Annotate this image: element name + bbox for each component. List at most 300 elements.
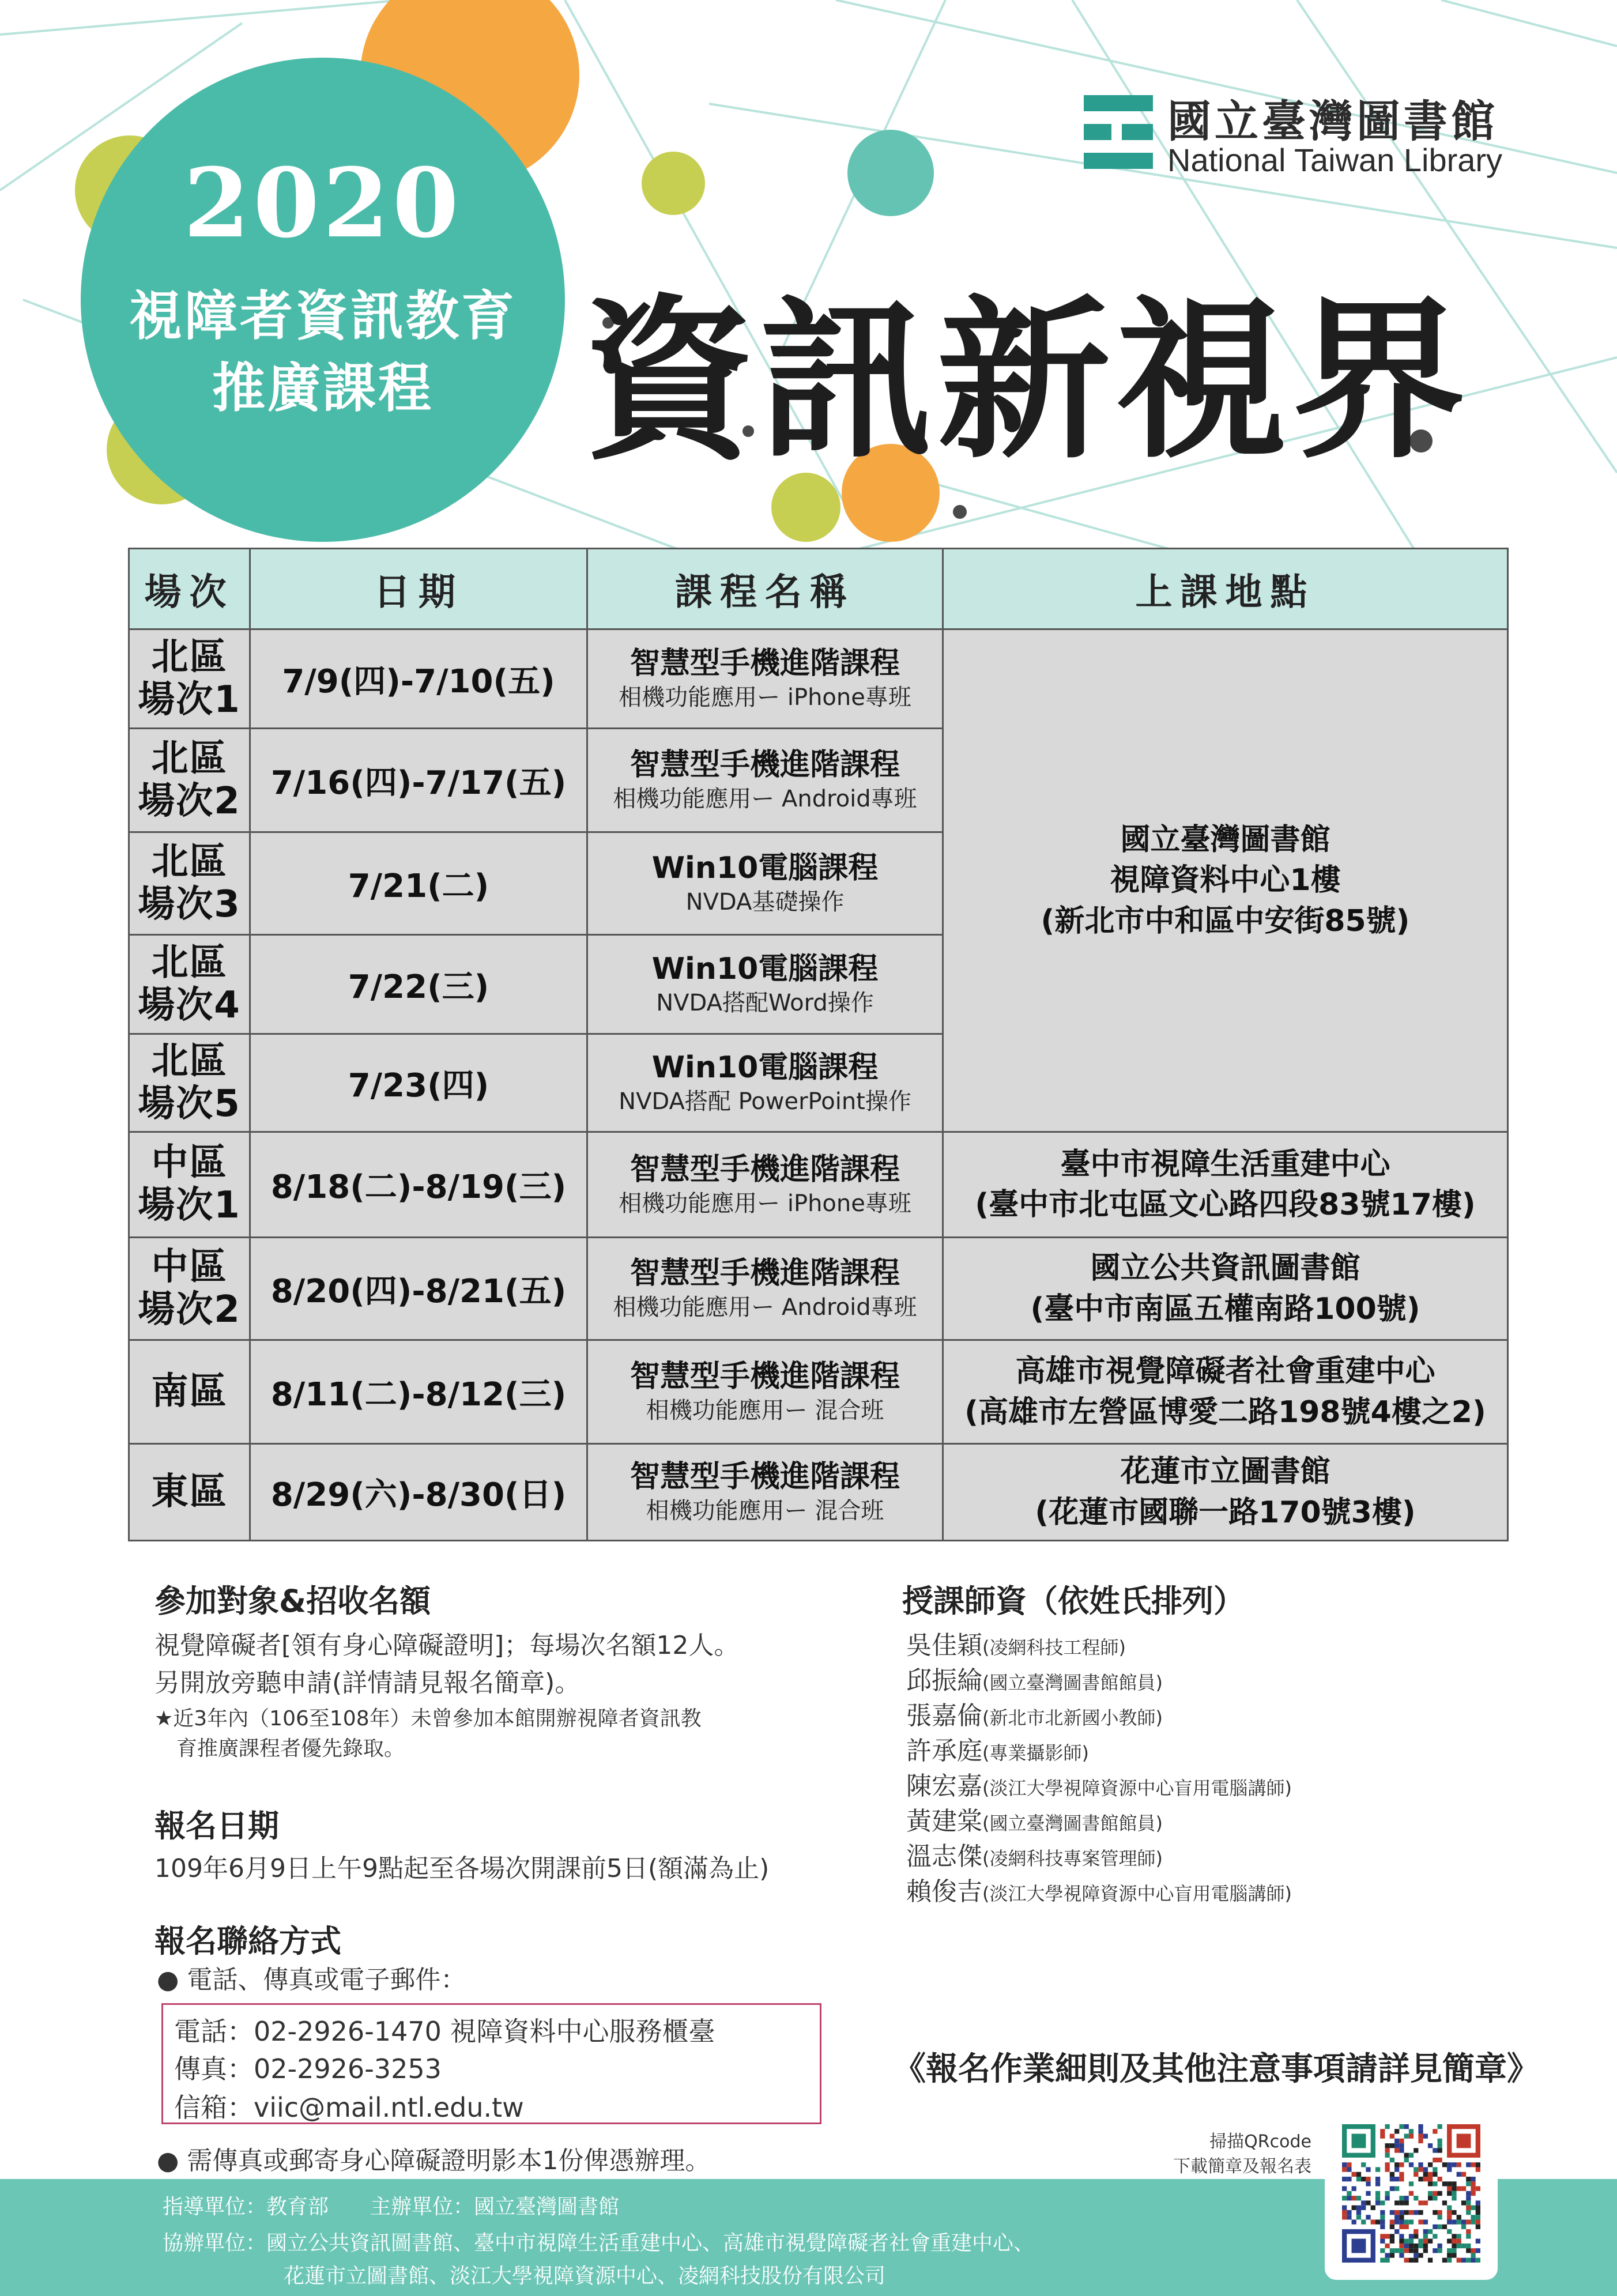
qr-module	[1476, 2205, 1480, 2210]
qr-module	[1466, 2248, 1471, 2253]
qr-module	[1409, 2220, 1414, 2225]
qr-module	[1394, 2129, 1399, 2133]
hero-year: 2020	[183, 147, 462, 259]
qr-module	[1404, 2153, 1409, 2158]
qr-module	[1347, 2210, 1351, 2215]
qr-module	[1433, 2148, 1437, 2152]
qr-module	[1404, 2258, 1409, 2263]
qr-module	[1433, 2158, 1437, 2162]
qr-module	[1418, 2139, 1423, 2143]
brochure-notice: 《報名作業細則及其他注意事項請詳見簡章》	[894, 2050, 1539, 2088]
qr-module	[1466, 2196, 1471, 2200]
course-cell: Win10電腦課程 NVDA基礎操作	[587, 832, 943, 935]
contact-title: 報名聯絡方式	[154, 1923, 341, 1959]
header-session: 場次	[129, 549, 250, 629]
qr-module	[1442, 2225, 1447, 2229]
qr-module	[1380, 2134, 1385, 2139]
qr-module	[1438, 2143, 1442, 2148]
qr-module	[1409, 2181, 1414, 2186]
eligibility-title: 參加對象&招收名額	[154, 1583, 431, 1619]
qr-module	[1447, 2253, 1452, 2257]
qr-module	[1471, 2162, 1475, 2167]
qr-module	[1418, 2239, 1423, 2244]
qr-module	[1347, 2167, 1351, 2171]
course-cell: 智慧型手機進階課程 相機功能應用ー 混合班	[587, 1340, 943, 1444]
teacher-item: 張嘉倫(新北市北新國小教師)	[906, 1701, 1163, 1731]
qr-module	[1409, 2129, 1414, 2133]
qr-module	[1366, 2181, 1370, 2186]
qr-module	[1380, 2200, 1385, 2205]
date-cell: 7/16(四)-7/17(五)	[250, 729, 587, 832]
qr-module	[1414, 2172, 1418, 2177]
qr-module	[1352, 2205, 1356, 2210]
qr-module	[1471, 2253, 1475, 2257]
eligibility-note2: 育推廣課程者優先錄取。	[176, 1737, 405, 1760]
eligibility-line2: 另開放旁聽申請(詳情請見報名簡章)。	[154, 1668, 581, 1698]
qr-card	[1325, 2107, 1498, 2280]
qr-module	[1418, 2134, 1423, 2139]
qr-module	[1476, 2167, 1480, 2171]
course-cell: 智慧型手機進階課程 相機功能應用ー Android專班	[587, 729, 943, 832]
qr-module	[1390, 2172, 1394, 2177]
qr-module	[1414, 2253, 1418, 2257]
eligibility-line1: 視覺障礙者[領有身心障礙證明]；每場次名額12人。	[154, 1631, 740, 1660]
qr-module	[1399, 2143, 1404, 2148]
qr-module	[1471, 2177, 1475, 2181]
qr-module	[1414, 2258, 1418, 2263]
qr-module	[1371, 2220, 1375, 2225]
qr-module	[1404, 2124, 1409, 2129]
header-venue: 上課地點	[943, 549, 1508, 629]
session-cell: 南區	[129, 1340, 250, 1444]
qr-module	[1361, 2220, 1366, 2225]
session-cell: 東區	[129, 1444, 250, 1541]
qr-module	[1342, 2177, 1347, 2181]
qr-module	[1409, 2239, 1414, 2244]
qr-module	[1347, 2177, 1351, 2181]
qr-module	[1394, 2162, 1399, 2167]
qr-module	[1404, 2200, 1409, 2205]
qr-module	[1438, 2248, 1442, 2253]
qr-module	[1447, 2186, 1452, 2191]
qr-module	[1380, 2215, 1385, 2219]
qr-module	[1385, 2191, 1389, 2196]
qr-module	[1452, 2234, 1456, 2238]
qr-module	[1352, 2186, 1356, 2191]
qr-module	[1447, 2162, 1452, 2167]
qr-module	[1466, 2258, 1471, 2263]
qr-module	[1452, 2248, 1456, 2253]
qr-module	[1356, 2172, 1361, 2177]
course-cell: Win10電腦課程 NVDA搭配Word操作	[587, 935, 943, 1034]
qr-module	[1371, 2205, 1375, 2210]
qr-module	[1390, 2177, 1394, 2181]
qr-module	[1438, 2215, 1442, 2219]
table-row	[129, 1238, 1508, 1340]
qr-module	[1466, 2181, 1471, 2186]
qr-module	[1361, 2177, 1366, 2181]
qr-module	[1399, 2253, 1404, 2257]
qr-module	[1423, 2177, 1428, 2181]
qr-module	[1471, 2258, 1475, 2263]
qr-module	[1428, 2196, 1433, 2200]
qr-module	[1428, 2258, 1433, 2263]
venue-cell-east: 花蓮市立圖書館 (花蓮市國聯一路170號3樓)	[943, 1444, 1508, 1541]
eligibility-note1: ★近3年內（106至108年）未曾參加本館開辦視障者資訊教	[154, 1707, 702, 1731]
qr-module	[1399, 2177, 1404, 2181]
qr-module	[1428, 2191, 1433, 2196]
qr-module	[1414, 2229, 1418, 2234]
qr-module	[1399, 2225, 1404, 2229]
course-cell: Win10電腦課程 NVDA搭配 PowerPoint操作	[587, 1034, 943, 1132]
qr-module	[1342, 2205, 1347, 2210]
qr-module	[1366, 2191, 1370, 2196]
qr-module	[1380, 2248, 1385, 2253]
qr-module	[1390, 2239, 1394, 2244]
hero-subtitle-line2: 推廣課程	[212, 357, 434, 419]
teacher-item: 賴俊吉(淡江大學視障資源中心盲用電腦講師)	[906, 1877, 1292, 1906]
qr-module	[1452, 2181, 1456, 2186]
date-cell: 8/11(二)-8/12(三)	[250, 1340, 587, 1444]
qr-module	[1418, 2253, 1423, 2257]
qr-module	[1476, 2248, 1480, 2253]
qr-module	[1452, 2191, 1456, 2196]
qr-module	[1476, 2239, 1480, 2244]
qr-module	[1418, 2129, 1423, 2133]
qr-module	[1394, 2210, 1399, 2215]
qr-module	[1361, 2162, 1366, 2167]
teachers-title: 授課師資（依姓氏排列）	[902, 1583, 1245, 1619]
qr-module	[1375, 2167, 1380, 2171]
qr-module	[1418, 2220, 1423, 2225]
date-cell: 8/29(六)-8/30(日)	[250, 1444, 587, 1541]
qr-module	[1471, 2191, 1475, 2196]
table-row	[129, 1444, 1508, 1541]
qr-module	[1390, 2134, 1394, 2139]
qr-module	[1476, 2225, 1480, 2229]
course-cell: 智慧型手機進階課程 相機功能應用ー iPhone專班	[587, 629, 943, 729]
footer-line2: 協辦單位：國立公共資訊圖書館、臺中市視障生活重建中心、高雄市視覺障礙者社會重建中心、	[163, 2231, 1035, 2255]
qr-module	[1394, 2143, 1399, 2148]
qr-module	[1385, 2153, 1389, 2158]
qr-module	[1418, 2124, 1423, 2129]
qr-module	[1447, 2181, 1452, 2186]
qr-module	[1385, 2253, 1389, 2257]
qr-module	[1476, 2258, 1480, 2263]
library-name-en: National Taiwan Library	[1167, 142, 1503, 178]
teacher-item: 溫志傑(凌網科技專案管理師)	[906, 1842, 1163, 1871]
qr-module	[1399, 2210, 1404, 2215]
qr-module	[1352, 2172, 1356, 2177]
qr-module	[1442, 2162, 1447, 2167]
qr-module	[1438, 2148, 1442, 2152]
qr-module	[1418, 2167, 1423, 2171]
contact-email: 信箱：viic@mail.ntl.edu.tw	[174, 2092, 524, 2123]
qr-module	[1447, 2229, 1452, 2234]
qr-module	[1438, 2158, 1442, 2162]
qr-module	[1390, 2253, 1394, 2257]
qr-module	[1399, 2215, 1404, 2219]
date-cell: 7/22(三)	[250, 935, 587, 1034]
qr-module	[1452, 2244, 1456, 2248]
qr-module	[1471, 2181, 1475, 2186]
qr-module	[1423, 2234, 1428, 2238]
table-row	[129, 1132, 1508, 1238]
qr-module	[1466, 2220, 1471, 2225]
qr-module	[1447, 2239, 1452, 2244]
main-title: 資訊新視界	[582, 278, 1470, 482]
qr-module	[1433, 2225, 1437, 2229]
session-cell: 北區 場次5	[129, 1034, 250, 1132]
qr-module	[1471, 2205, 1475, 2210]
qr-module	[1438, 2139, 1442, 2143]
qr-finder	[1352, 2239, 1366, 2253]
library-logo-icon	[1084, 95, 1153, 170]
qr-module	[1433, 2129, 1437, 2133]
qr-module	[1375, 2220, 1380, 2225]
qr-module	[1457, 2162, 1461, 2167]
qr-module	[1390, 2186, 1394, 2191]
qr-module	[1461, 2220, 1466, 2225]
table-row	[129, 629, 1508, 729]
qr-module	[1428, 2143, 1433, 2148]
qr-module	[1399, 2196, 1404, 2200]
qr-module	[1385, 2167, 1389, 2171]
qr-module	[1452, 2162, 1456, 2167]
qr-module	[1461, 2172, 1466, 2177]
session-cell: 北區 場次2	[129, 729, 250, 832]
qr-module	[1361, 2205, 1366, 2210]
qr-module	[1438, 2191, 1442, 2196]
qr-module	[1423, 2244, 1428, 2248]
qr-module	[1466, 2244, 1471, 2248]
registration-title: 報名日期	[154, 1808, 279, 1844]
date-cell: 7/23(四)	[250, 1034, 587, 1132]
qr-module	[1433, 2191, 1437, 2196]
qr-module	[1457, 2186, 1461, 2191]
qr-module	[1404, 2244, 1409, 2248]
qr-module	[1375, 2191, 1380, 2196]
footer-line3: 花蓮市立圖書館、淡江大學視障資源中心、凌網科技股份有限公司	[284, 2264, 886, 2288]
qr-module	[1404, 2210, 1409, 2215]
qr-module	[1399, 2248, 1404, 2253]
qr-module	[1409, 2153, 1414, 2158]
session-cell: 北區 場次4	[129, 935, 250, 1034]
qr-label-2: 下載簡章及報名表	[1173, 2156, 1311, 2177]
qr-module	[1356, 2196, 1361, 2200]
session-cell: 北區 場次3	[129, 832, 250, 935]
qr-module	[1366, 2177, 1370, 2181]
qr-module	[1471, 2248, 1475, 2253]
qr-module	[1347, 2215, 1351, 2219]
qr-module	[1466, 2200, 1471, 2205]
qr-module	[1356, 2215, 1361, 2219]
qr-module	[1433, 2234, 1437, 2238]
session-cell: 北區 場次1	[129, 629, 250, 729]
qr-module	[1380, 2234, 1385, 2238]
qr-module	[1404, 2220, 1409, 2225]
qr-module	[1447, 2220, 1452, 2225]
qr-module	[1394, 2186, 1399, 2191]
qr-module	[1438, 2210, 1442, 2215]
qr-module	[1390, 2234, 1394, 2238]
contact-bullet1: ● 電話、傳真或電子郵件：	[157, 1959, 466, 1996]
qr-module	[1342, 2196, 1347, 2200]
course-cell: 智慧型手機進階課程 相機功能應用ー Android專班	[587, 1238, 943, 1340]
qr-module	[1399, 2139, 1404, 2143]
qr-module	[1342, 2167, 1347, 2171]
table-row	[129, 1340, 1508, 1444]
qr-module	[1394, 2215, 1399, 2219]
qr-module	[1409, 2210, 1414, 2215]
qr-module	[1390, 2220, 1394, 2225]
qr-module	[1442, 2200, 1447, 2205]
qr-module	[1347, 2162, 1351, 2167]
qr-module	[1466, 2162, 1471, 2167]
header-course: 課程名稱	[587, 549, 943, 629]
qr-module	[1457, 2234, 1461, 2238]
qr-module	[1385, 2143, 1389, 2148]
qr-module	[1385, 2196, 1389, 2200]
qr-module	[1380, 2210, 1385, 2215]
qr-module	[1447, 2191, 1452, 2196]
qr-module	[1385, 2148, 1389, 2152]
qr-module	[1457, 2244, 1461, 2248]
qr-module	[1433, 2248, 1437, 2253]
qr-module	[1399, 2172, 1404, 2177]
schedule-table	[128, 548, 1509, 1541]
qr-module	[1409, 2244, 1414, 2248]
qr-module	[1399, 2239, 1404, 2244]
qr-module	[1457, 2215, 1461, 2219]
qr-module	[1418, 2177, 1423, 2181]
qr-module	[1352, 2196, 1356, 2200]
course-cell: 智慧型手機進階課程 相機功能應用ー 混合班	[587, 1444, 943, 1541]
qr-module	[1394, 2177, 1399, 2181]
qr-module	[1447, 2248, 1452, 2253]
contact-fax: 傳真：02-2926-3253	[174, 2053, 442, 2084]
qr-module	[1423, 2200, 1428, 2205]
qr-module	[1390, 2158, 1394, 2162]
qr-module	[1428, 2162, 1433, 2167]
library-name-zh: 國立臺灣圖書館	[1167, 96, 1498, 147]
qr-module	[1438, 2225, 1442, 2229]
qr-module	[1409, 2162, 1414, 2167]
qr-module	[1394, 2167, 1399, 2171]
qr-module	[1385, 2124, 1389, 2129]
qr-module	[1466, 2229, 1471, 2234]
qr-module	[1375, 2200, 1380, 2205]
qr-module	[1409, 2234, 1414, 2238]
qr-module	[1428, 2239, 1433, 2244]
qr-module	[1466, 2177, 1471, 2181]
table-header-row	[129, 549, 1508, 629]
qr-module	[1423, 2134, 1428, 2139]
qr-module	[1414, 2210, 1418, 2215]
date-cell: 7/9(四)-7/10(五)	[250, 629, 587, 729]
qr-module	[1409, 2134, 1414, 2139]
venue-cell-south: 高雄市視覺障礙者社會重建中心 (高雄市左營區博愛二路198號4樓之2)	[943, 1340, 1508, 1444]
qr-module	[1466, 2234, 1471, 2238]
qr-module	[1366, 2200, 1370, 2205]
qr-module	[1399, 2244, 1404, 2248]
qr-module	[1461, 2200, 1466, 2205]
qr-module	[1342, 2210, 1347, 2215]
qr-module	[1414, 2248, 1418, 2253]
qr-module	[1433, 2210, 1437, 2215]
qr-module	[1452, 2186, 1456, 2191]
qr-module	[1438, 2124, 1442, 2129]
date-cell: 8/20(四)-8/21(五)	[250, 1238, 587, 1340]
teacher-item: 吳佳穎(凌網科技工程師)	[906, 1631, 1126, 1660]
qr-module	[1423, 2167, 1428, 2171]
qr-module	[1423, 2239, 1428, 2244]
session-cell: 中區 場次1	[129, 1132, 250, 1238]
qr-module	[1418, 2162, 1423, 2167]
qr-module	[1385, 2258, 1389, 2263]
qr-module	[1394, 2139, 1399, 2143]
teacher-item: 邱振綸(國立臺灣圖書館館員)	[906, 1666, 1163, 1695]
qr-module	[1352, 2220, 1356, 2225]
qr-module	[1452, 2239, 1456, 2244]
qr-module	[1423, 2220, 1428, 2225]
qr-module	[1433, 2167, 1437, 2171]
qr-module	[1394, 2229, 1399, 2234]
qr-module	[1404, 2239, 1409, 2244]
qr-module	[1433, 2181, 1437, 2186]
qr-module	[1356, 2210, 1361, 2215]
qr-module	[1476, 2186, 1480, 2191]
qr-module	[1447, 2167, 1452, 2171]
teacher-item: 許承庭(專業攝影師)	[906, 1736, 1089, 1766]
qr-module	[1375, 2177, 1380, 2181]
qr-module	[1342, 2215, 1347, 2219]
date-cell: 8/18(二)-8/19(三)	[250, 1132, 587, 1238]
qr-module	[1414, 2167, 1418, 2171]
qr-module	[1366, 2215, 1370, 2219]
venue-cell-north: 國立臺灣圖書館 視障資料中心1樓 (新北市中和區中安街85號)	[943, 629, 1508, 1132]
registration-date: 109年6月9日上午9點起至各場次開課前5日(額滿為止)	[154, 1854, 770, 1883]
qr-module	[1404, 2225, 1409, 2229]
qr-module	[1361, 2200, 1366, 2205]
qr-module	[1414, 2148, 1418, 2152]
qr-module	[1414, 2196, 1418, 2200]
qr-module	[1418, 2200, 1423, 2205]
qr-finder	[1457, 2134, 1471, 2148]
qr-module	[1476, 2162, 1480, 2167]
qr-module	[1399, 2162, 1404, 2167]
qr-module	[1452, 2253, 1456, 2257]
qr-module	[1356, 2177, 1361, 2181]
qr-finder	[1352, 2134, 1366, 2148]
qr-module	[1471, 2215, 1475, 2219]
qr-module	[1452, 2196, 1456, 2200]
qr-module	[1466, 2191, 1471, 2196]
teacher-item: 黃建棠(國立臺灣圖書館館員)	[906, 1807, 1163, 1836]
qr-module	[1399, 2220, 1404, 2225]
qr-module	[1461, 2244, 1466, 2248]
qr-module	[1399, 2124, 1404, 2129]
qr-code-icon[interactable]	[1342, 2124, 1480, 2263]
session-cell: 中區 場次2	[129, 1238, 250, 1340]
qr-module	[1471, 2220, 1475, 2225]
qr-module	[1461, 2186, 1466, 2191]
qr-module	[1433, 2196, 1437, 2200]
qr-module	[1342, 2186, 1347, 2191]
qr-module	[1447, 2210, 1452, 2215]
qr-module	[1390, 2225, 1394, 2229]
qr-module	[1447, 2205, 1452, 2210]
